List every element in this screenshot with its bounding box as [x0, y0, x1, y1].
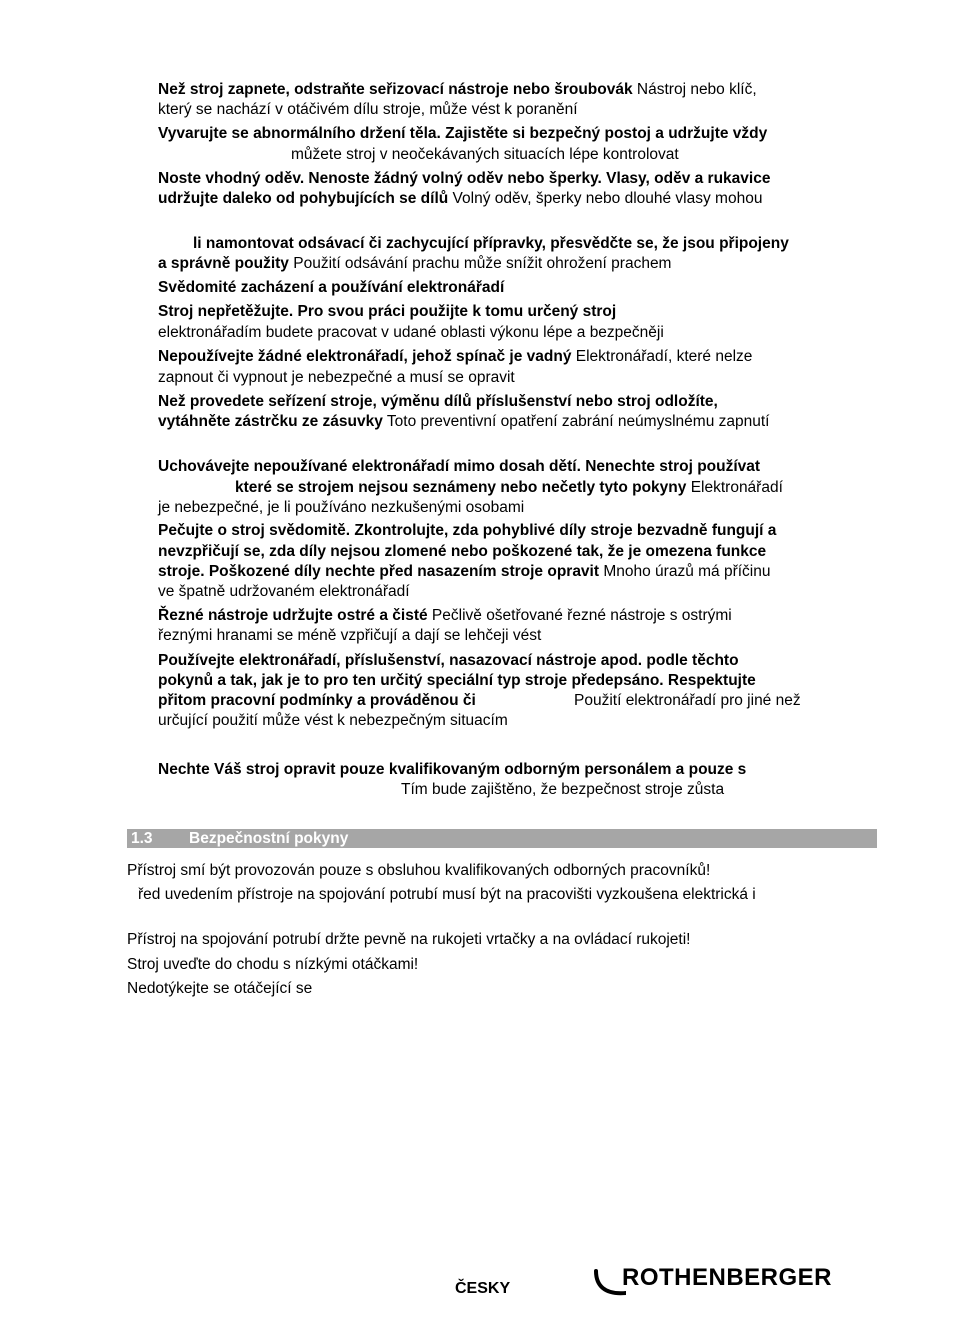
paragraph-9-line-3: je nebezpečné, je li používáno nezkušenými osobami — [158, 499, 525, 516]
paragraph-2-line-2: můžete stroj v neočekávaných situacích lépe kontrolovat — [291, 146, 679, 163]
paragraph-10-line-3: stroje. Poškozené díly nechte před nasazením stroje opravit Mnoho úrazů má příčinu — [158, 563, 771, 580]
section-header-bar — [127, 829, 877, 848]
paragraph-2-line-1: Vyvarujte se abnormálního držení těla. Zajistěte si bezpečný postoj a udržujte vždy — [158, 125, 768, 142]
paragraph-12-line-1: Používejte elektronářadí, příslušenství, nasazovací nástroje apod. podle těchto — [158, 652, 739, 669]
paragraph-1-line-2: který se nachází v otáčivém dílu stroje, může vést k poranění — [158, 101, 578, 118]
instruction-2: řed uvedením přístroje na spojování potrubí musí být na pracovišti vyzkoušena elektrická i — [138, 886, 756, 903]
paragraph-11-line-2: řeznými hranami se méně vzpřičují a dají se lehčeji vést — [158, 627, 542, 644]
instruction-3: Přístroj na spojování potrubí držte pevně na rukojeti vrtačky a na ovládací rukojeti! — [127, 931, 691, 948]
paragraph-8-line-2: vytáhněte zástrčku ze zásuvky Toto preventivní opatření zabrání neúmyslnému zapnutí — [158, 413, 770, 430]
paragraph-4-line-1: li namontovat odsávací či zachycující přípravky, přesvědčte se, že jsou připojeny — [193, 235, 789, 252]
paragraph-10-line-4: ve špatně udržovaném elektronářadí — [158, 583, 410, 600]
paragraph-11-line-1: Řezné nástroje udržujte ostré a čisté Pečlivě ošetřované řezné nástroje s ostrými — [158, 607, 732, 624]
instruction-1: Přístroj smí být provozován pouze s obsluhou kvalifikovaných odborných pracovníků! — [127, 862, 711, 879]
subsection-heading: Svědomité zacházení a používání elektronářadí — [158, 279, 505, 296]
paragraph-12-line-3b: Použití elektronářadí pro jiné než — [574, 692, 801, 709]
paragraph-9-line-1: Uchovávejte nepoužívané elektronářadí mimo dosah dětí. Nenechte stroj používat — [158, 458, 761, 475]
section-number: 1.3 — [131, 830, 153, 847]
paragraph-13-line-1: Nechte Váš stroj opravit pouze kvalifikovaným odborným personálem a pouze s — [158, 761, 747, 778]
paragraph-12-line-3a: přitom pracovní podmínky a prováděnou či — [158, 692, 476, 709]
paragraph-7-line-2: zapnout či vypnout je nebezpečné a musí se opravit — [158, 369, 515, 386]
paragraph-12-line-2: pokynů a tak, jak je to pro ten určitý speciální typ stroje předepsáno. Respektujte — [158, 672, 756, 689]
instruction-4: Stroj uveďte do chodu s nízkými otáčkami! — [127, 956, 419, 973]
paragraph-12-line-4: určující použití může vést k nebezpečným situacím — [158, 712, 508, 729]
section-title: Bezpečnostní pokyny — [189, 830, 349, 847]
paragraph-4-line-2: a správně použity Použití odsávání prachu může snížit ohrožení prachem — [158, 255, 672, 272]
paragraph-8-line-1: Než provedete seřízení stroje, výměnu dílů příslušenství nebo stroj odložíte, — [158, 393, 718, 410]
paragraph-1-line-1: Než stroj zapnete, odstraňte seřizovací nástroje nebo šroubovák Nástroj nebo klíč, — [158, 81, 757, 98]
paragraph-9-line-2: které se strojem nejsou seznámeny nebo nečetly tyto pokyny Elektronářadí — [235, 479, 783, 496]
paragraph-10-line-1: Pečujte o stroj svědomitě. Zkontrolujte, zda pohyblivé díly stroje bezvadně fungují a — [158, 522, 777, 539]
paragraph-7-line-1: Nepoužívejte žádné elektronářadí, jehož spínač je vadný Elektronářadí, které nelze — [158, 348, 753, 365]
paragraph-3-line-1: Noste vhodný oděv. Nenoste žádný volný oděv nebo šperky. Vlasy, oděv a rukavice — [158, 170, 771, 187]
instruction-5: Nedotýkejte se otáčející se — [127, 980, 313, 997]
paragraph-3-line-2: udržujte daleko od pohybujících se dílů Volný oděv, šperky nebo dlouhé vlasy mohou — [158, 190, 763, 207]
paragraph-6-line-2: elektronářadím budete pracovat v udané oblasti výkonu lépe a bezpečněji — [158, 324, 664, 341]
paragraph-6-line-1: Stroj nepřetěžujte. Pro svou práci použijte k tomu určený stroj — [158, 303, 617, 320]
paragraph-10-line-2: nevzpřičují se, zda díly nejsou zlomené nebo poškozené tak, že je omezena funkce — [158, 543, 767, 560]
logo-swoosh-icon — [592, 1263, 626, 1299]
footer-language: ČESKY — [455, 1280, 511, 1297]
brand-logo — [592, 1263, 832, 1299]
brand-logo-text: ROTHENBERGER — [622, 1264, 833, 1291]
paragraph-13-line-2: Tím bude zajištěno, že bezpečnost stroje zůsta — [401, 781, 725, 798]
